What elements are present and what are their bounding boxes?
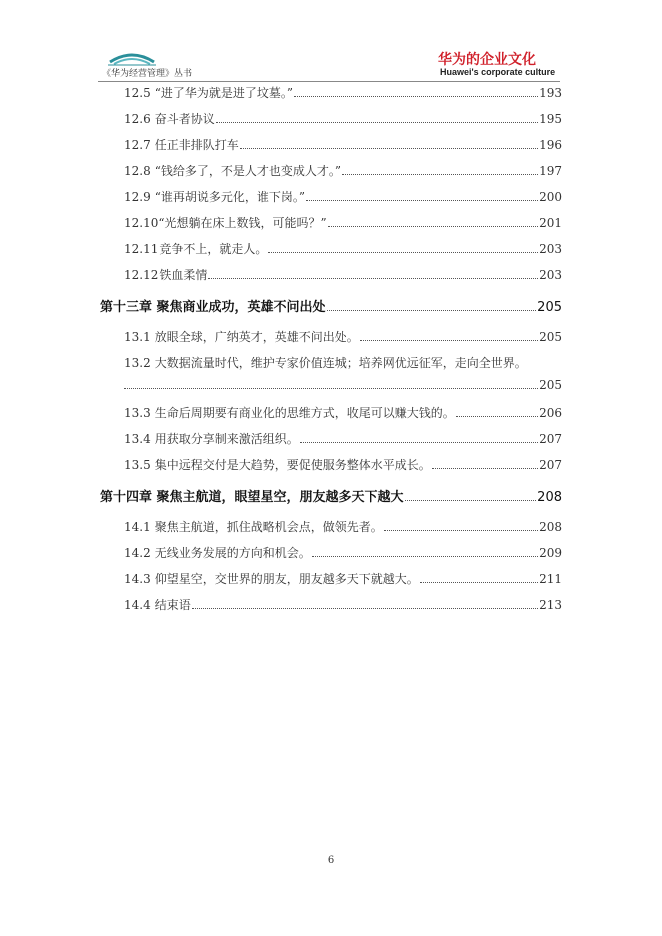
dot-leader [192, 608, 538, 609]
toc-title: “进了华为就是进了坟墓。” [154, 86, 293, 100]
dot-leader [360, 340, 538, 341]
toc-number: 14.4 [124, 598, 151, 612]
toc-title: 任正非排队打车 [154, 138, 239, 152]
toc-chapter-14[interactable] [100, 486, 562, 505]
toc-number: 13.3 [124, 406, 151, 420]
toc-entry-12-11[interactable] [124, 240, 562, 257]
dot-leader [384, 530, 538, 531]
toc-number: 12.5 [124, 86, 151, 100]
page-number: 6 [327, 855, 335, 866]
toc-chapter-title: 第十三章 聚焦商业成功，英雄不问出处 [100, 300, 326, 315]
toc-title: “谁再胡说多元化，谁下岗。” [154, 190, 305, 204]
toc-title: 铁血柔情 [159, 268, 208, 282]
toc-number: 12.6 [124, 112, 151, 126]
toc-number: 13.5 [124, 458, 151, 472]
toc-entry-12-10[interactable] [124, 214, 562, 231]
toc-title: 奋斗者协议 [154, 112, 215, 126]
page-header [0, 0, 662, 82]
toc-chapter-13[interactable] [100, 296, 562, 315]
toc-page: 206 [539, 406, 562, 420]
toc-page: 203 [539, 268, 562, 282]
toc-page: 201 [539, 216, 562, 230]
toc-number: 14.3 [124, 572, 151, 586]
dot-leader [342, 174, 538, 175]
dot-leader [312, 556, 538, 557]
toc-entry-14-2[interactable] [124, 544, 562, 561]
toc-title: 无线业务发展的方向和机会。 [154, 546, 311, 560]
dot-leader [327, 310, 537, 311]
series-name: 《华为经营管理》丛书 [102, 69, 193, 79]
dot-leader [216, 122, 538, 123]
toc-number: 12.11 [124, 242, 159, 256]
toc-number: 14.2 [124, 546, 151, 560]
toc-title: 大数据流量时代，维护专家价值连城；培养网优远征军，走向全世界。 [154, 356, 527, 370]
dot-leader [294, 96, 538, 97]
toc-page: 207 [539, 432, 562, 446]
toc-page: 197 [539, 164, 562, 178]
toc-page: 211 [539, 572, 562, 586]
toc-title: 放眼全球，广纳英才，英雄不问出处。 [154, 330, 359, 344]
toc-entry-13-4[interactable] [124, 430, 562, 447]
toc-chapter-title: 第十四章 聚焦主航道，眼望星空，朋友越多天下越大 [100, 490, 404, 505]
toc-page: 213 [539, 598, 562, 612]
toc-title: 用获取分享制来激活组织。 [154, 432, 299, 446]
dot-leader [328, 226, 538, 227]
dot-leader [306, 200, 538, 201]
toc-number: 12.9 [124, 190, 151, 204]
dot-leader [432, 468, 538, 469]
toc-page: 200 [539, 190, 562, 204]
toc-number: 13.4 [124, 432, 151, 446]
dot-leader [405, 500, 537, 501]
book-series-logo [108, 50, 156, 66]
toc-title: 集中远程交付是大趋势，要促使服务整体水平成长。 [154, 458, 431, 472]
toc-title: 结束语 [154, 598, 191, 612]
toc-entry-12-6[interactable] [124, 110, 562, 127]
toc-page: 209 [539, 546, 562, 560]
toc-entry-12-5[interactable] [124, 84, 562, 101]
dot-leader [240, 148, 538, 149]
toc-title: 生命后周期要有商业化的思维方式，收尾可以赚大钱的。 [154, 406, 455, 420]
toc-entry-13-2[interactable] [124, 354, 562, 371]
toc-number: 12.8 [124, 164, 151, 178]
toc-page: 205 [539, 330, 562, 344]
dot-leader [300, 442, 538, 443]
toc-entry-13-1[interactable] [124, 328, 562, 345]
toc-number: 13.1 [124, 330, 151, 344]
toc-page: 195 [539, 112, 562, 126]
toc-page: 208 [539, 520, 562, 534]
header-divider [98, 81, 560, 82]
dot-leader [456, 416, 538, 417]
toc-entry-12-8[interactable] [124, 162, 562, 179]
toc-title: “钱给多了，不是人才也变成人才。” [154, 164, 341, 178]
toc-number: 14.1 [124, 520, 151, 534]
toc-page: 196 [539, 138, 562, 152]
toc-entry-13-2-continuation [124, 378, 562, 392]
toc-page: 203 [539, 242, 562, 256]
brand-title-en: Huawei's corporate culture [440, 67, 556, 77]
toc-title: “光想躺在床上数钱，可能吗？” [158, 216, 327, 230]
toc-number: 12.12 [124, 268, 159, 282]
toc-title: 聚焦主航道，抓住战略机会点，做领先者。 [154, 520, 383, 534]
toc-title: 仰望星空，交世界的朋友，朋友越多天下就越大。 [154, 572, 419, 586]
toc-entry-12-7[interactable] [124, 136, 562, 153]
toc-page: 205 [537, 300, 562, 315]
brand-title-cn: 华为的企业文化 [438, 52, 536, 68]
toc-entry-12-12[interactable] [124, 266, 562, 283]
toc-entry-14-1[interactable] [124, 518, 562, 535]
toc-entry-14-4[interactable] [124, 596, 562, 613]
dot-leader [208, 278, 538, 279]
toc-title: 竞争不上，就走人。 [159, 242, 268, 256]
toc-page: 193 [539, 86, 562, 100]
toc-page: 205 [539, 378, 562, 392]
dot-leader [124, 388, 538, 389]
toc-entry-13-3[interactable] [124, 404, 562, 421]
toc-number: 12.10 [124, 216, 159, 230]
toc-entry-14-3[interactable] [124, 570, 562, 587]
toc-number: 13.2 [124, 356, 151, 370]
toc-page: 207 [539, 458, 562, 472]
toc-entry-12-9[interactable] [124, 188, 562, 205]
toc-page: 208 [537, 490, 562, 505]
dot-leader [420, 582, 538, 583]
toc-entry-13-5[interactable] [124, 456, 562, 473]
toc-number: 12.7 [124, 138, 151, 152]
dot-leader [268, 252, 538, 253]
